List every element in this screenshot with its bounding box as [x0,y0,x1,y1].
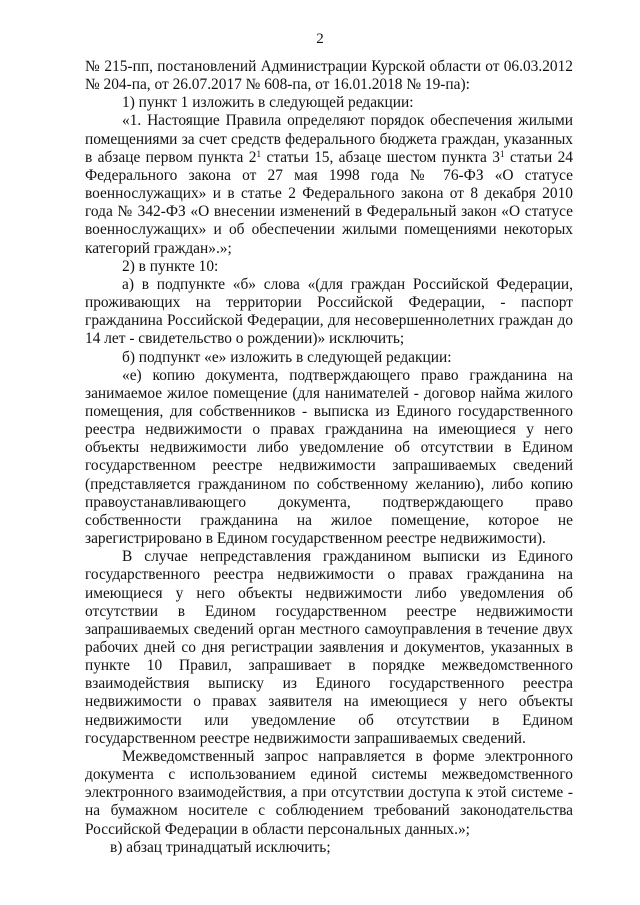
text-segment: статьи 24 Федерального закона от 27 мая 1998 года № 76-ФЗ «О статусе военнослужащих» и в статье 2 Федерального закона от 8 декабря 2010 года № 342-ФЗ «О внесении изменений в Федеральный закон «О статусе военнослужащих» и об обеспечении жилыми помещениями некоторых категорий граждан».»; [85,148,573,257]
paragraph-interagency-request: Межведомственный запрос направляется в форме электронного документа с использованием единой системы межведомственного электронного взаимодействия, а при отсутствии доступа к этой системе - на бумажном носителе с соблюдением требований законодательства Российской Федерации в области персональных данных.»; [85,747,573,838]
paragraph-subitem-a: а) в подпункте «б» слова «(для граждан Российской Федерации, проживающих на территории Российской Федерации, - паспорт гражданина Российской Федерации, для несовершеннолетних граждан до 14 лет - свидетельство о рождении)» исключить; [85,275,573,348]
paragraph-nonsubmission: В случае непредставления гражданином выписки из Единого государственного реестра недвижимости о правах гражданина на имеющиеся у него объекты недвижимости либо уведомления об отсутствии в Едином государственном реестре недвижимости запрашиваемых сведений орган местного самоуправления в течение двух рабочих дней со дня регистрации заявления и документов, указанных в пункте 10 Правил, запрашивает в порядке межведомственного взаимодействия выписку из Единого государственного реестра недвижимости о правах заявителя на имеющиеся у него объекты недвижимости или уведомление об отсутствии в Едином государственном реестре недвижимости запрашиваемых сведений. [85,548,573,747]
text-segment: «1. Настоящие Правила определяют порядок обеспечения жилыми помещениями за счет средств федерального бюджета граждан, указанных в абзаце первом пункта 2 [85,112,573,166]
paragraph-subitem-e-text: «е) копию документа, подтверждающего право гражданина на занимаемое жилое помещение (для нанимателей - договор найма жилого помещения, для собственников - выписка из Единого государственного реестра недвижимости о правах гражданина на имеющиеся у него объекты недвижимости либо уведомление об отсутствии в Едином государственном реестре недвижимости запрашиваемых сведений (представляется гражданином по собственному желанию), либо копию правоустанавливающего документа, подтверждающего право собственности гражданина на жилое помещение, которое не зарегистрировано в Едином государственном реестре недвижимости). [85,366,573,548]
superscript: 1 [256,149,262,160]
superscript: 1 [499,149,505,160]
paragraph-subitem-b: б) подпункт «е» изложить в следующей редакции: [122,348,452,366]
text-segment: статьи 15, абзаце шестом пункта 3 [261,148,500,166]
paragraph-item-1: 1) пункт 1 изложить в следующей редакции: [122,94,414,112]
paragraph-continuation: № 215-пп, постановлений Администрации Курской области от 06.03.2012 № 204-па, от 26.07.2017 № 608-па, от 16.01.2018 № 19-па): [85,58,573,94]
paragraph-new-rules-text [85,112,573,257]
paragraph-subitem-v: в) абзац тринадцатый исключить; [110,838,331,856]
document-body [85,58,573,857]
paragraph-item-2: 2) в пункте 10: [122,257,219,275]
page-number: 2 [316,31,324,47]
